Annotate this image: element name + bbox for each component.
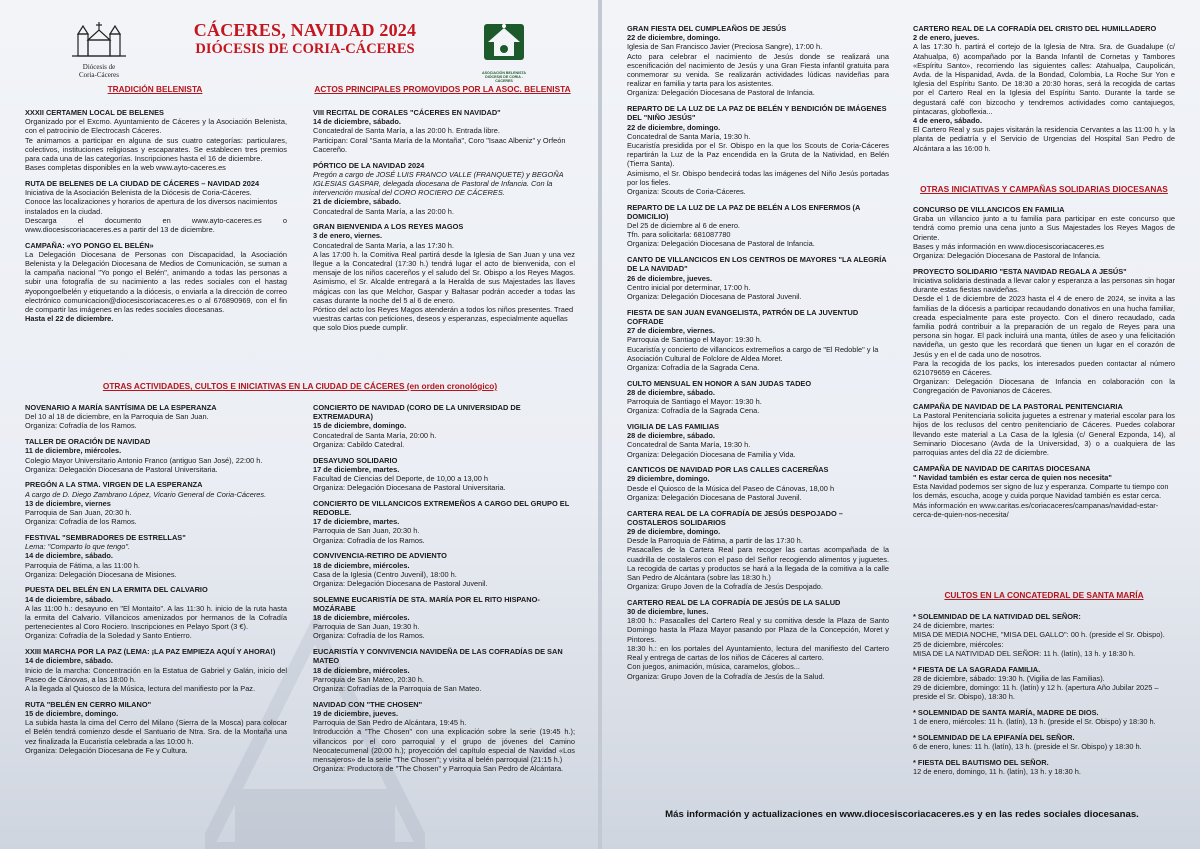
event-detail: 21 de diciembre, sábado. bbox=[313, 197, 401, 207]
event-detail: Pasacalles de la Cartera Real para recoger las cartas acompañada de la cuadrilla de costaleros con el paso del Señor recogiendo alimentos y juguetes. La recogida de cartas y productos se hará a la llegada de la comitiva a la calle San Pedro de Alcántara (sobre las 18:30 h.) bbox=[627, 545, 889, 582]
event-detail: 19 de diciembre, jueves. bbox=[313, 708, 399, 718]
event-detail: Organiza: Grupo Joven de la Cofradía de Jesús de la Salud. bbox=[627, 671, 825, 681]
left-page bbox=[0, 0, 598, 849]
column-cultos bbox=[913, 612, 1175, 802]
event-block bbox=[313, 700, 575, 774]
event-detail: Organizan: Delegación Diocesana de Infancia en colaboración con la Congregación de Pavonianos de Cáceres. bbox=[913, 377, 1175, 396]
event-block bbox=[25, 403, 287, 431]
column-tradicion bbox=[25, 108, 287, 370]
event-detail: 17 de diciembre, martes. bbox=[313, 517, 400, 527]
event-detail: 24 de diciembre, martes: bbox=[913, 621, 995, 631]
event-block bbox=[913, 402, 1175, 457]
event-detail: 29 diciembre, domingo. bbox=[627, 474, 710, 484]
section-heading-solidarias: OTRAS INICIATIVAS Y CAMPAÑAS SOLIDARIAS DIOCESANAS bbox=[920, 184, 1168, 194]
event-title: PROYECTO SOLIDARIO "ESTA NAVIDAD REGALA A JESÚS" bbox=[913, 266, 1127, 276]
event-block bbox=[313, 595, 575, 641]
event-detail: Parroquia de San Mateo, 20:30 h. bbox=[313, 674, 424, 684]
event-detail: Organiza: Delegación Diocesana de Pastoral Juvenil. bbox=[627, 492, 802, 502]
event-block bbox=[913, 758, 1175, 776]
event-detail: Desde el Quiosco de la Música del Paseo de Cánovas, 18,00 h bbox=[627, 483, 835, 493]
event-detail: Graba un villancico junto a tu familia para participar en este concurso que tendrá como premio una cena junto a Sus Majestades los Reyes Magos de Oriente. bbox=[913, 214, 1175, 242]
event-detail: 14 de diciembre, sábado. bbox=[25, 551, 113, 561]
event-detail: Organiza: Cofradías de la Parroquia de San Mateo. bbox=[313, 683, 482, 693]
footer-info: Más información y actualizaciones en www.diocesiscoriacaceres.es y en las redes sociales diocesanas. bbox=[665, 809, 1139, 820]
event-detail: 27 de diciembre, viernes. bbox=[627, 326, 715, 336]
event-block bbox=[25, 179, 287, 234]
event-detail: A las 11:00 h.: desayuno en "El Montaito". A las 11:30 h. inicio de la ruta hasta la ermita del Calvario. Villancicos amenizados por hermanos de la Cofradía pertenecientes al Coro Rociero. Inscripciones en Pelayo Sport (3 €). bbox=[25, 603, 287, 632]
event-title: XXXII CERTAMEN LOCAL DE BELENES bbox=[25, 108, 164, 117]
event-title: PREGÓN A LA STMA. VIRGEN DE LA ESPERANZA bbox=[25, 480, 203, 490]
event-detail: Organiza: Delegación Diocesana de Pastoral de Infancia. bbox=[627, 88, 815, 98]
event-title: FIESTA DE SAN JUAN EVANGELISTA, PATRÓN DE LA JUVENTUD COFRADE bbox=[627, 307, 859, 326]
event-title: CARTERO REAL DE LA COFRADÍA DEL CRISTO DEL HUMILLADERO bbox=[913, 24, 1157, 33]
event-title: XXIII MARCHA POR LA PAZ (LEMA: ¡LA PAZ EMPIEZA AQUÍ Y AHORA!) bbox=[25, 647, 276, 657]
event-title: * FIESTA DEL BAUTISMO DEL SEÑOR. bbox=[913, 757, 1049, 767]
event-detail: Bases y más información en www.diocesiscoriacaceres.es bbox=[913, 241, 1105, 251]
event-title: CONCIERTO DE NAVIDAD (CORO DE LA UNIVERSIDAD DE EXTREMADURA) bbox=[313, 403, 521, 422]
event-title: PUESTA DEL BELÉN EN LA ERMITA DEL CALVARIO bbox=[25, 585, 208, 595]
event-block bbox=[627, 308, 889, 372]
event-detail: Organiza: Productora de "The Chosen" y Parroquia San Pedro de Alcántara. bbox=[313, 764, 564, 774]
event-detail: 14 de diciembre, sábado. bbox=[313, 117, 401, 127]
event-block bbox=[627, 465, 889, 502]
event-detail: Organiza: Delegación Diocesana de Fe y Cultura. bbox=[25, 745, 188, 755]
event-block bbox=[313, 456, 575, 493]
event-detail: Eucaristía presidida por el Sr. Obispo en la que los Scouts de Coria-Cáceres repartirán la Luz de la Paz encendida en la Gruta de la Natividad, en Belén (Tierra Santa). bbox=[627, 140, 889, 169]
event-detail: Facultad de Ciencias del Deporte, de 10,00 a 13,00 h bbox=[313, 473, 489, 483]
event-detail: 22 de diciembre, domingo. bbox=[627, 33, 721, 43]
event-title: VIII RECITAL DE CORALES "CÁCERES EN NAVIDAD" bbox=[313, 108, 501, 117]
event-block bbox=[627, 379, 889, 416]
event-title: RUTA "BELÉN EN CERRO MILANO" bbox=[25, 699, 152, 709]
event-detail: Asimismo, el Sr. Obispo bendecirá todas las imágenes del Niño Jesús portadas por los fieles. bbox=[627, 168, 889, 187]
event-detail: Te animamos a participar en alguna de sus cuatro categorías: particulares, colectivos, instituciones religiosas y escaparates. Se establecen tres premios para cada una de las categorías. Inscripciones hasta el 16 de diciembre. bbox=[25, 135, 287, 164]
event-detail: La Delegación Diocesana de Personas con Discapacidad, la Asociación Belenista y la Delegación Diocesana de Medios de Comunicación, se suman a la campaña nacional "Yo pongo el Belén", animando a todas las personas a subir una fotografía de su nacimiento a las redes sociales con el hastag #yopongoelbelén y etiquetando a la diócesis, o enviarla a la dirección de correo electrónico comunicacion@diocesiscoriacaceres.es o al 676890969, con el fin de compartir las imágenes en las redes sociales diocesanas. bbox=[25, 249, 287, 315]
event-detail: Parroquia de Santiago el Mayor: 19:30 h. bbox=[627, 335, 762, 345]
event-detail: La Pastoral Penitenciaria solicita juguetes a estrenar y material escolar para los hijos de los reclusos del centro penitenciario de Cáceres. Puedes colaborar llevando este material a La Casa de la Iglesia (c/ General Ezponda, 14), al Seminario Diocesano (Avda de la Universidad, 3) o a cualquiera de las parroquias antes del día 22 de diciembre. bbox=[913, 411, 1175, 458]
event-block bbox=[313, 403, 575, 449]
column-actos bbox=[313, 108, 575, 378]
event-block bbox=[25, 108, 287, 172]
event-detail: Casa de la Iglesia (Centro Juvenil), 18:00 h. bbox=[313, 569, 457, 579]
column-right-1 bbox=[627, 24, 889, 784]
event-detail: Organiza: Cofradía de los Ramos. bbox=[313, 535, 425, 545]
event-detail: Parroquia de San Juan, 20:30 h. bbox=[25, 508, 132, 518]
event-detail: Bases completas disponibles en la web www.ayto-caceres.es bbox=[25, 163, 226, 173]
event-detail: 29 de diciembre, domingo: 11 h. (latín) y 12 h. (apertura Año Jubilar 2025 – preside el Sr. Obispo), 18:30 h. bbox=[913, 682, 1159, 702]
event-detail: 22 de diciembre, domingo. bbox=[627, 122, 721, 132]
event-detail: Colegio Mayor Universitario Antonio Franco (antiguo San José), 22:00 h. bbox=[25, 455, 263, 465]
event-title: NOVENARIO A MARÍA SANTÍSIMA DE LA ESPERANZA bbox=[25, 403, 217, 412]
event-block bbox=[913, 24, 1175, 153]
belenista-logo bbox=[480, 18, 528, 84]
event-detail: 3 de enero, viernes. bbox=[313, 231, 383, 241]
event-detail: 28 de diciembre, sábado: 19:30 h. (Vigilia de las Familias). bbox=[913, 673, 1105, 683]
event-detail: MISA DE LA NATIVIDAD DEL SEÑOR: 11 h. (latín), 13 h. y 18:30 h. bbox=[913, 648, 1136, 658]
event-title: CARTERO REAL DE LA COFRADÍA DE JESÚS DE LA SALUD bbox=[627, 597, 841, 607]
event-title: CAMPAÑA DE NAVIDAD DE CARITAS DIOCESANA bbox=[913, 463, 1091, 473]
event-detail: 1 de enero, miércoles: 11 h. (latín), 13 h. (preside el Sr. Obispo) y 18:30 h. bbox=[913, 717, 1156, 727]
event-detail: 2 de enero, jueves. bbox=[913, 33, 980, 43]
event-title: CONCURSO DE VILLANCICOS EN FAMILIA bbox=[913, 205, 1065, 214]
event-title: FESTIVAL "SEMBRADORES DE ESTRELLAS" bbox=[25, 532, 186, 542]
event-title: CARTERA REAL DE LA COFRADÍA DE JESÚS DESPOJADO – COSTALEROS SOLIDARIOS bbox=[627, 508, 843, 527]
event-detail: Organiza: Cabildo Catedral. bbox=[313, 439, 405, 449]
event-block bbox=[25, 533, 287, 579]
event-title: TALLER DE ORACIÓN DE NAVIDAD bbox=[25, 437, 151, 447]
event-detail: La subida hasta la cima del Cerro del Milano (Sierra de la Mosca) para colocar el Belén tendrá comienzo desde el Santuario de Ntra. Sra. de la Montaña una vez finalizada la Eucaristía celebrada a las 10:00 h. bbox=[25, 718, 287, 746]
event-detail: A la llegada al Quiosco de la Música, lectura del manifiesto por la Paz. bbox=[25, 683, 256, 693]
event-detail: Acto para celebrar el nacimiento de Jesús donde se realizará una escenificación del nacimiento de Jesús y una Gran Fiesta infantil gratuita para conmemorar su venida. Se realizarán actividades lúdicas navideñas para realizar en familia y tarta para los asistentes. bbox=[627, 51, 889, 89]
cathedral-icon bbox=[68, 18, 130, 58]
event-title: RUTA DE BELENES DE LA CIUDAD DE CÁCERES – NAVIDAD 2024 bbox=[25, 178, 260, 188]
event-detail: Iglesia de San Francisco Javier (Preciosa Sangre), 17:00 h. bbox=[627, 42, 823, 52]
event-detail: 15 de diciembre, domingo. bbox=[313, 421, 407, 431]
event-title: * SOLEMNIDAD DE LA EPIFANÍA DEL SEÑOR. bbox=[913, 732, 1075, 742]
column-solidarias bbox=[913, 205, 1175, 590]
event-detail: Desde la Parroquia de Fátima, a partir de las 17:30 h. bbox=[627, 536, 803, 546]
event-detail: Concatedral de Santa María, a las 17:30 h. bbox=[313, 240, 454, 250]
event-detail: Inicio de la marcha: Concentración en la Estatua de Gabriel y Galán, inicio del Paseo de Cánovas, a las 18:00 h. bbox=[25, 665, 287, 684]
event-title: * SOLEMNIDAD DE SANTA MARÍA, MADRE DE DIOS. bbox=[913, 707, 1099, 717]
event-detail: 11 de diciembre, miércoles. bbox=[25, 446, 122, 456]
event-detail: Pórtico del acto los Reyes Magos atenderán a todos los niños presentes. Traed vuestras cartas con peticiones, deseos y esperanzas, especialmente aquellas que solo Dios puede cumplir. bbox=[313, 305, 574, 333]
event-detail: Pregón a cargo de JOSÉ LUIS FRANCO VALLE (FRANQUETE) y BEGOÑA IGLESIAS GASPAR, delegada diocesana de Pastoral de Infancia. Con la intervención musical del CORO ROCIERO DE CÁCERES. bbox=[313, 169, 564, 198]
event-detail: 13 de diciembre, viernes bbox=[25, 498, 111, 508]
event-detail: Organiza: Delegación Diocesana de Pastoral Juvenil. bbox=[627, 291, 802, 301]
event-detail: Concatedral de Santa María, a las 20:00 h. Entrada libre. bbox=[313, 126, 500, 136]
event-detail: " Navidad también es estar cerca de quien nos necesita" bbox=[913, 472, 1112, 482]
event-block bbox=[913, 205, 1175, 260]
event-detail: Con juegos, animación, música, caramelos, globos... bbox=[627, 662, 800, 672]
event-detail: Organiza: Cofradía de la Soledad y Santo Entierro. bbox=[25, 631, 192, 641]
event-block bbox=[313, 161, 575, 216]
event-detail: 30 de diciembre, lunes. bbox=[627, 607, 709, 617]
section-heading-cultos: CULTOS EN LA CONCATEDRAL DE SANTA MARÍA bbox=[944, 590, 1144, 600]
event-detail: 18 de diciembre, miércoles. bbox=[313, 560, 410, 570]
section-heading-tradicion: TRADICIÓN BELENISTA bbox=[107, 84, 203, 94]
event-detail: 18:30 h.: en los portales del Ayuntamiento, lectura del manifiesto del Cartero Real y entrega de cartas de los niños de Cáceres al cartero. bbox=[627, 643, 889, 663]
event-block bbox=[313, 551, 575, 588]
event-detail: Concatedral de Santa María, a las 20:00 h. bbox=[313, 206, 454, 216]
event-detail: 4 de enero, sábado. bbox=[913, 116, 983, 126]
diocese-logo bbox=[68, 18, 130, 79]
column-otras-left bbox=[25, 403, 287, 823]
event-detail: Organiza: Cofradía de la Sagrada Cena. bbox=[627, 362, 760, 372]
event-detail: 28 de diciembre, sábado. bbox=[627, 431, 715, 441]
belenista-logo-text-line1: ASOCIACIÓN BELENISTA bbox=[481, 71, 527, 75]
event-title: GRAN BIENVENIDA A LOS REYES MAGOS bbox=[313, 222, 464, 232]
event-detail: Concatedral de Santa María, 20:00 h. bbox=[313, 430, 437, 440]
column-right-2 bbox=[913, 24, 1175, 184]
event-block bbox=[627, 255, 889, 301]
event-block bbox=[627, 104, 889, 196]
event-title: SOLEMNE EUCARISTÍA DE STA. MARÍA POR EL RITO HISPANO-MOZÁRABE bbox=[313, 594, 540, 613]
event-title: CANTO DE VILLANCICOS EN LOS CENTROS DE MAYORES "LA ALEGRÍA DE LA NAVIDAD" bbox=[627, 255, 887, 274]
event-block bbox=[25, 647, 287, 693]
event-detail: Parroquia de Fátima, a las 11:00 h. bbox=[25, 560, 140, 570]
event-detail: Para la recogida de los packs, los interesados pueden contactar al número 621079659 en Cáceres. bbox=[913, 358, 1175, 377]
event-block bbox=[25, 480, 287, 526]
event-block bbox=[913, 665, 1175, 702]
event-block bbox=[313, 499, 575, 545]
event-detail: 17 de diciembre, martes. bbox=[313, 464, 400, 474]
event-detail: 15 de diciembre, domingo. bbox=[25, 708, 119, 718]
event-detail: Organiza: Grupo Joven de la Cofradía de Jesús Despojado. bbox=[627, 582, 823, 592]
event-detail: 6 de enero, lunes: 11 h. (latín), 13 h. (preside el Sr. Obispo) y 18:30 h. bbox=[913, 741, 1142, 751]
event-detail: 12 de enero, domingo, 11 h. (latín), 13 h. y 18:30 h. bbox=[913, 766, 1081, 776]
event-detail: 25 de diciembre, miércoles: bbox=[913, 639, 1004, 649]
section-heading-otras: OTRAS ACTIVIDADES, CULTOS E INICIATIVAS EN LA CIUDAD DE CÁCERES (en orden cronológico) bbox=[102, 381, 498, 391]
event-detail: Parroquia de Santiago el Mayor: 19:30 h. bbox=[627, 397, 762, 407]
event-title: CAMPAÑA DE NAVIDAD DE LA PASTORAL PENITENCIARIA bbox=[913, 402, 1123, 412]
event-detail: Centro inicial por determinar, 17:00 h. bbox=[627, 282, 751, 292]
event-detail: 26 de diciembre, jueves. bbox=[627, 273, 713, 283]
event-detail: El Cartero Real y sus pajes visitarán la residencia Cervantes a las 11:00 h. y la planta de pediatría y el Servicio de Urgencias del Hospital San Pedro de Alcántara a las 16:00 h. bbox=[913, 125, 1175, 153]
event-block bbox=[313, 222, 575, 332]
event-detail: Participan: Coral "Santa María de la Montaña", Coro "Isaac Albeniz" y Orfeón Cacereño. bbox=[313, 135, 566, 154]
event-detail: Organiza: Delegación Diocesana de Pastoral de Infancia. bbox=[913, 251, 1101, 261]
event-detail: 14 de diciembre, sábado. bbox=[25, 656, 113, 666]
event-block bbox=[25, 437, 287, 474]
event-title: VIGILIA DE LAS FAMILIAS bbox=[627, 421, 720, 431]
event-title: CAMPAÑA: «YO PONGO EL BELÉN» bbox=[25, 240, 154, 250]
event-detail: Eucaristía y concierto de villancicos extremeños a cargo de "El Redoble" y la Asociación Cultural de Folclore de Aldea Moret. bbox=[627, 344, 879, 363]
event-detail: 18:00 h.: Pasacalles del Cartero Real y su comitiva desde la Plaza de Santo Domingo hasta la Plaza Mayor pasando por Plaza de la Concepción, Moret y Pintores. bbox=[627, 616, 889, 644]
event-block bbox=[627, 598, 889, 681]
event-detail: Parroquia de San Pedro de Alcántara, 19:45 h. bbox=[313, 718, 467, 728]
event-detail: Más información en www.caritas.es/coriacaceres/campanas/navidad-estar-cerca-de-quien-nos-necesita/ bbox=[913, 500, 1159, 519]
column-otras-mid bbox=[313, 403, 575, 823]
event-detail: A las 17:00 h. la Comitiva Real partirá desde la Iglesia de San Juan y una vez llegue a la Concatedral (17:30 h.) tendrá lugar el acto de bienvenida, con el mensaje de los niños cacereños y el saludo del Sr. Obispo a los Reyes Magos. Asimismo, el Sr. Alcalde entregará a la Heralda de sus Majestades las llaves mágicas con las que Melchor, Gaspar y Baltasar podrán acceder a todas las casas durante la noche del 5 al 6 de enero. bbox=[313, 249, 575, 305]
event-block bbox=[913, 612, 1175, 658]
event-title: * FIESTA DE LA SAGRADA FAMILIA. bbox=[913, 664, 1041, 674]
event-detail: Organiza: Delegación Diocesana de Pastoral de Infancia. bbox=[627, 239, 815, 249]
event-detail: Parroquia de San Juan, 20:30 h. bbox=[313, 526, 420, 536]
event-block bbox=[913, 464, 1175, 519]
page-title: CÁCERES, NAVIDAD 2024 bbox=[193, 20, 417, 40]
event-detail: Organiza: Cofradía de los Ramos. bbox=[25, 421, 137, 431]
event-title: CULTO MENSUAL EN HONOR A SAN JUDAS TADEO bbox=[627, 378, 812, 388]
event-detail: Concatedral de Santa María, 19:30 h. bbox=[627, 440, 751, 450]
diocese-logo-text-line1: Diócesis de bbox=[82, 63, 116, 71]
event-detail: Esta Navidad podemos ser signo de luz y esperanza. Comparte tu tiempo con los demás, escucha, acoge y cuida porque Navidad también es estar cerca. bbox=[913, 482, 1169, 501]
right-page bbox=[602, 0, 1200, 849]
event-block bbox=[25, 700, 287, 755]
event-detail: Organiza: Delegación Diocesana de Misiones. bbox=[25, 569, 177, 579]
event-title: CANTICOS DE NAVIDAD POR LAS CALLES CACEREÑAS bbox=[627, 465, 829, 475]
section-heading-actos: ACTOS PRINCIPALES PROMOVIDOS POR LA ASOC. BELENISTA bbox=[314, 84, 571, 94]
event-block bbox=[627, 203, 889, 249]
event-detail: Organiza: Cofradía de la Sagrada Cena. bbox=[627, 406, 760, 416]
event-detail: Organiza: Cofradía de los Ramos. bbox=[25, 517, 137, 527]
event-detail: Concatedral de Santa María, 19:30 h. bbox=[627, 131, 751, 141]
event-detail: Descarga el documento en www.ayto-caceres.es o www.diocesiscoriacaceres.es a partir del 13 de diciembre. bbox=[25, 215, 287, 234]
event-block bbox=[313, 647, 575, 693]
event-title: CONCIERTO DE VILLANCICOS EXTREMEÑOS A CARGO DEL GRUPO EL REDOBLE. bbox=[313, 498, 570, 518]
event-detail: Organiza: Delegación Diocesana de Familia y Vida. bbox=[627, 449, 796, 459]
event-block bbox=[627, 24, 889, 98]
event-title: * SOLEMNIDAD DE LA NATIVIDAD DEL SEÑOR: bbox=[913, 612, 1081, 621]
event-detail: Iniciativa de la Asociación Belenista de la Diócesis de Coria-Cáceres. bbox=[25, 188, 252, 198]
event-detail: Iniciativa solidaria destinada a llevar calor y esperanza a las personas sin hogar durante estas fiestas navideñas. bbox=[913, 275, 1175, 295]
event-detail: A las 17:30 h. partirá el cortejo de la Iglesia de Ntra. Sra. de Guadalupe (c/ Atahualpa, 6) acompañado por la Banda Infantil de Cornetas y Tambores «Espíritu Santo», recorriendo las siguientes calles: Atahualpa, Caupolicán, Avda. de la Hispanidad, Avda. de la Bondad, Colombia, La Roche Sur Yon e Iglesia del Espíritu Santo. De 18:30 a 20:30 horas, será la recogida de cartas por el Cartero Real en la Iglesia del Espíritu Santo. Durante la tarde se degustará café con bizcocho y tendremos actividades como cantajuegos, pintacaras, globoflexia... bbox=[913, 42, 1175, 116]
page-subtitle: DIÓCESIS DE CORIA-CÁCERES bbox=[195, 41, 415, 57]
event-detail: A cargo de D. Diego Zambrano López, Vicario General de Coria-Cáceres. bbox=[25, 489, 267, 499]
event-detail: Desde el 1 de diciembre de 2023 hasta el 4 de enero de 2024, se invita a las familias de la diócesis a participar recaudando donativos en una hucha familiar, creada especialmente para este proyecto. Con el dinero recaudado, cada familia podrá contribuir a la preparación de un regalo de Reyes para una persona sin hogar. El pack incluirá una manta, útiles de aseo y una felicitación navideña, un gesto que les recordará que tienen un lugar en el corazón de Jesús y en el de cada uno de nosotros. bbox=[913, 294, 1175, 359]
event-detail: Organiza: Delegación Diocesana de Pastoral Universitaria. bbox=[25, 464, 218, 474]
event-title: REPARTO DE LA LUZ DE LA PAZ DE BELÉN A LOS ENFERMOS (A DOMICILIO) bbox=[627, 202, 861, 221]
event-detail: Organiza: Delegación Diocesana de Pastoral Universitaria. bbox=[313, 483, 506, 493]
event-detail: Tfn. para solicitarla: 681087780 bbox=[627, 230, 731, 240]
event-title: GRAN FIESTA DEL CUMPLEAÑOS DE JESÚS bbox=[627, 24, 787, 33]
event-detail: Organizado por el Excmo. Ayuntamiento de Cáceres y la Asociación Belenista, con el patrocinio de Electrocash Cáceres. bbox=[25, 117, 287, 136]
event-block bbox=[25, 585, 287, 640]
event-title: NAVIDAD CON "THE CHOSEN" bbox=[313, 699, 423, 709]
event-detail: Organiza: Delegación Diocesana de Pastoral Juvenil. bbox=[313, 578, 488, 588]
event-detail: Conoce las localizaciones y horarios de apertura de los diversos nacimientos instalados en la ciudad. bbox=[25, 197, 278, 216]
event-title: CONVIVENCIA-RETIRO DE ADVIENTO bbox=[313, 551, 447, 561]
event-title: DESAYUNO SOLIDARIO bbox=[313, 455, 398, 465]
belenista-logo-text-line2: DIÓCESIS DE CORIA - CÁCERES bbox=[485, 75, 523, 84]
event-detail: 18 de diciembre, miércoles. bbox=[313, 665, 410, 675]
event-block bbox=[313, 108, 575, 154]
event-title: EUCARISTÍA Y CONVIVENCIA NAVIDEÑA DE LAS COFRADÍAS DE SAN MATEO bbox=[313, 647, 563, 666]
event-detail: Introducción a "The Chosen" con una explicación sobre la serie (19:45 h.); villancicos por el coro parroquial y el grupo de jóvenes del Camino Neocatecumenal (20:00 h.); proyección del capítulo especial de Navidad «Los mensajeros» de la serie "The Chosen"; y visita al belén parroquial (21:15 h.) bbox=[313, 727, 575, 764]
event-detail: Del 10 al 18 de diciembre, en la Parroquia de San Juan. bbox=[25, 412, 209, 422]
event-detail: 28 de diciembre, sábado. bbox=[627, 387, 715, 397]
event-detail: Parroquia de San Juan, 19:30 h. bbox=[313, 622, 420, 632]
event-detail: Del 25 de diciembre al 6 de enero. bbox=[627, 221, 740, 231]
event-block bbox=[913, 708, 1175, 726]
event-block bbox=[913, 267, 1175, 396]
event-detail: 29 de diciembre, domingo. bbox=[627, 526, 721, 536]
event-detail: Hasta el 22 de diciembre. bbox=[25, 314, 114, 324]
event-title: PÓRTICO DE LA NAVIDAD 2024 bbox=[313, 160, 425, 170]
event-block bbox=[627, 422, 889, 459]
event-block bbox=[627, 509, 889, 592]
event-detail: Lema: "Comparto lo que tengo". bbox=[25, 542, 131, 552]
event-detail: MISA DE MEDIA NOCHE, "MISA DEL GALLO": 00 h. (preside el Sr. Obispo). bbox=[913, 630, 1165, 640]
event-detail: 18 de diciembre, miércoles. bbox=[313, 613, 410, 623]
event-detail: Organiza: Cofradía de los Ramos. bbox=[313, 631, 425, 641]
event-detail: 14 de diciembre, sábado. bbox=[25, 594, 113, 604]
event-block bbox=[913, 733, 1175, 751]
event-title: REPARTO DE LA LUZ DE LA PAZ DE BELÉN Y BENDICIÓN DE IMÁGENES DEL "NIÑO JESÚS" bbox=[627, 104, 887, 123]
diocese-logo-text-line2: Coria-Cáceres bbox=[78, 71, 120, 79]
event-block bbox=[25, 241, 287, 324]
event-detail: Organiza: Scouts de Coria-Cáceres. bbox=[627, 186, 746, 196]
belenista-emblem-icon bbox=[480, 18, 528, 66]
